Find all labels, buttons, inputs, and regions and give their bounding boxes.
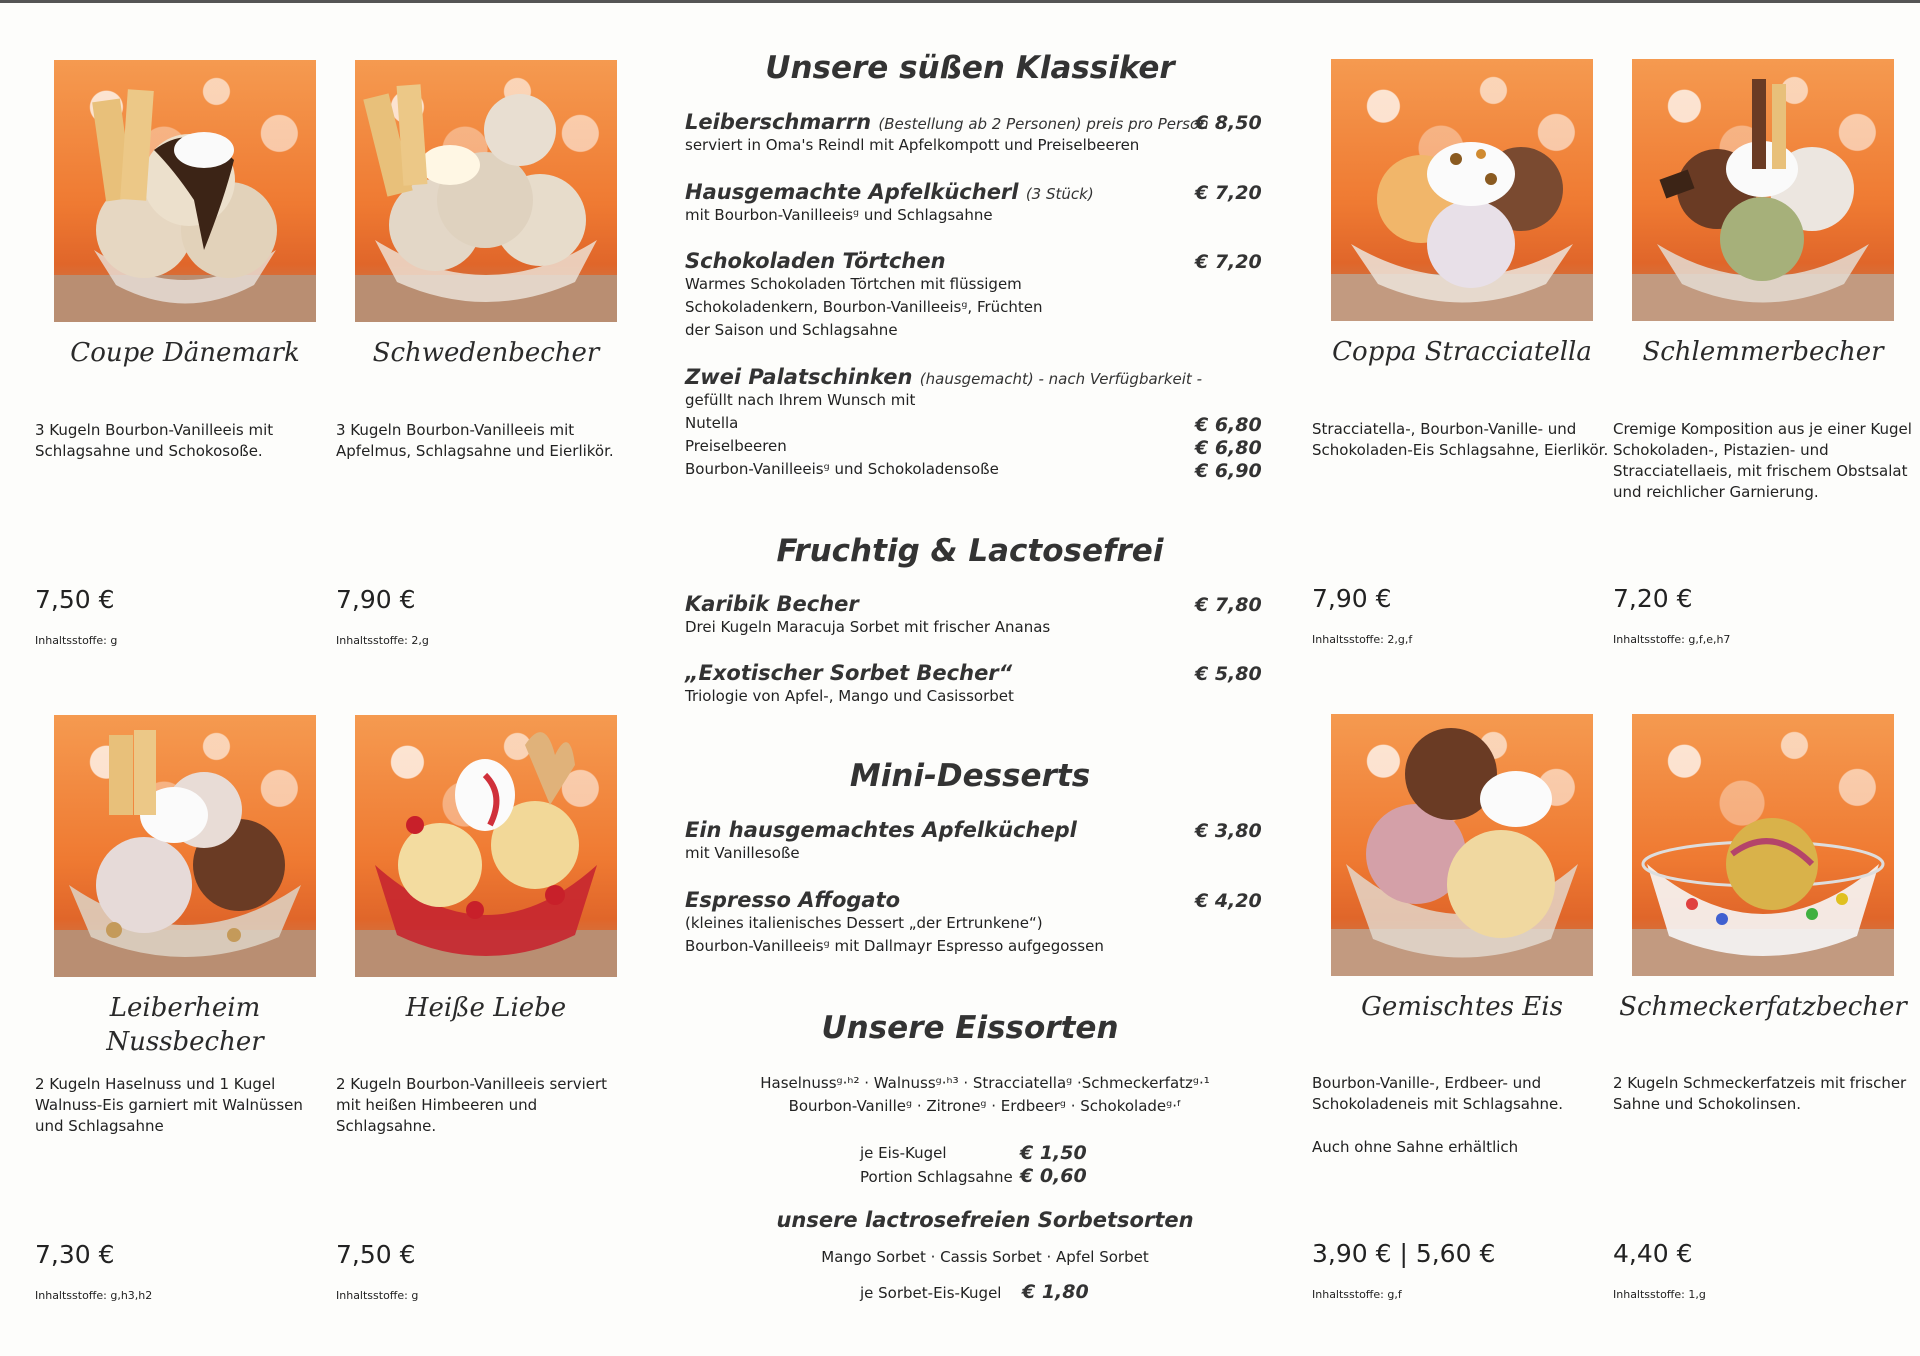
card-ingredients: Inhaltsstoffe: 2,g,f	[1312, 633, 1413, 646]
item-leiberschmarrn[interactable]	[685, 110, 1265, 157]
flavors-line: Haselnussᵍ·ʰ² · Walnussᵍ·ʰ³ · Stracciatellaᵍ ·Schmeckerfatzᵍ·¹	[760, 1074, 1210, 1092]
heading-klassiker: Unsere süßen Klassiker	[765, 50, 1175, 86]
option-price: € 6,80	[1195, 414, 1262, 436]
card-desc: 2 Kugeln Schmeckerfatzeis mit frischer Sahne und Schokolinsen.	[1613, 1074, 1907, 1113]
schmeckerfatzbecher-photo	[1632, 714, 1894, 976]
price-row-value: € 1,80	[1022, 1281, 1089, 1303]
card-coupe-daenemark[interactable]	[35, 60, 335, 370]
item-price: € 3,80	[1195, 820, 1262, 842]
card-name: Schmeckerfatzbecher	[1619, 992, 1907, 1022]
item-price: € 7,20	[1195, 251, 1262, 273]
item-desc: gefüllt nach Ihrem Wunsch mit	[685, 391, 916, 409]
item-title: Schokoladen Törtchen	[685, 249, 946, 273]
card-price: 4,40 €	[1613, 1239, 1693, 1268]
card-price: 7,20 €	[1613, 584, 1693, 613]
item-apfelkuecherl[interactable]	[685, 180, 1265, 227]
card-desc: 3 Kugeln Bourbon-Vanilleeis mit Apfelmus, Schlagsahne und Eierlikör.	[336, 421, 614, 460]
card-ingredients: Inhaltsstoffe: 1,g	[1613, 1288, 1706, 1301]
card-price: 7,30 €	[35, 1240, 115, 1269]
card-gemischtes-eis[interactable]	[1312, 714, 1612, 1024]
card-desc: 3 Kugeln Bourbon-Vanilleeis mit Schlagsahne und Schokosoße.	[35, 421, 274, 460]
heading-eissorten: Unsere Eissorten	[821, 1010, 1119, 1046]
card-desc: Bourbon-Vanille-, Erdbeer- und Schokoladeneis mit Schlagsahne.	[1312, 1074, 1563, 1113]
item-mini-apfelkuecherl[interactable]	[685, 818, 1265, 865]
item-price: € 7,80	[1195, 594, 1262, 616]
item-title: Leiberschmarrn	[685, 110, 872, 134]
item-desc: mit Bourbon-Vanilleeisᵍ und Schlagsahne	[685, 206, 993, 224]
item-note: (Bestellung ab 2 Personen) preis pro Person	[878, 115, 1209, 133]
item-note: (hausgemacht) - nach Verfügbarkeit -	[919, 370, 1202, 388]
card-leiberheim-nussbecher[interactable]	[35, 715, 335, 1059]
price-row-label: je Sorbet-Eis-Kugel	[860, 1284, 1002, 1302]
gemischtes-eis-photo	[1331, 714, 1593, 976]
flavors-line: Bourbon-Vanilleᵍ · Zitroneᵍ · Erdbeerᵍ · Schokoladeᵍ·ᶠ	[788, 1097, 1182, 1115]
option-price: € 6,90	[1195, 460, 1262, 482]
leiberheim-nussbecher-photo	[54, 715, 316, 977]
item-palatschinken[interactable]	[685, 365, 1265, 481]
item-espresso-affogato[interactable]	[685, 888, 1265, 958]
item-note: (3 Stück)	[1025, 185, 1094, 203]
card-ingredients: Inhaltsstoffe: g,f	[1312, 1288, 1402, 1301]
option-label: Preiselbeeren	[685, 437, 787, 455]
coppa-stracciatella-photo	[1331, 59, 1593, 321]
card-ingredients: Inhaltsstoffe: g	[35, 634, 118, 647]
option-label: Bourbon-Vanilleeisᵍ und Schokoladensoße	[685, 460, 999, 478]
item-title: Zwei Palatschinken	[685, 365, 913, 389]
item-title: Ein hausgemachtes Apfelküchерl	[685, 818, 1077, 842]
card-ingredients: Inhaltsstoffe: g,f,e,h7	[1613, 633, 1731, 646]
card-ingredients: Inhaltsstoffe: 2,g	[336, 634, 429, 647]
card-schwedenbecher[interactable]	[336, 60, 636, 370]
card-name: Schlemmerbecher	[1642, 337, 1884, 367]
card-schlemmerbecher[interactable]	[1613, 59, 1913, 369]
price-row-label: je Eis-Kugel	[860, 1144, 947, 1162]
card-desc: 2 Kugeln Haselnuss und 1 Kugel Walnuss-Eis garniert mit Walnüssen und Schlagsahne	[35, 1075, 303, 1135]
item-price: € 4,20	[1195, 890, 1262, 912]
item-price: € 7,20	[1195, 182, 1262, 204]
item-schokoladen-toertchen[interactable]	[685, 249, 1265, 342]
heisse-liebe-photo	[355, 715, 617, 977]
heading-fruchtig: Fruchtig & Lactosefrei	[776, 533, 1164, 569]
item-desc-line: Bourbon-Vanilleeisᵍ mit Dallmayr Espresso aufgegossen	[685, 937, 1104, 955]
item-price: € 5,80	[1195, 663, 1262, 685]
item-desc-line: der Saison und Schlagsahne	[685, 321, 898, 339]
card-name: Coppa Stracciatella	[1332, 337, 1592, 367]
card-schmeckerfatzbecher[interactable]	[1613, 714, 1913, 1024]
card-desc: Cremige Komposition aus je einer Kugel Schokoladen-, Pistazien- und Stracciatellaeis, mit frischem Obstsalat und reichlicher Garnierung.	[1613, 420, 1912, 501]
item-desc: mit Vanillesoße	[685, 844, 800, 862]
price-row-label: Portion Schlagsahne	[860, 1168, 1013, 1186]
price-row-value: € 1,50	[1020, 1142, 1087, 1164]
item-desc-line: (kleines italienisches Dessert „der Ertrunkene“)	[685, 914, 1043, 932]
card-ingredients: Inhaltsstoffe: g,h3,h2	[35, 1289, 153, 1302]
card-name: Gemischtes Eis	[1361, 992, 1563, 1022]
schwedenbecher-photo	[355, 60, 617, 322]
heading-mini-desserts: Mini-Desserts	[849, 758, 1091, 794]
sorbet-line: Mango Sorbet · Cassis Sorbet · Apfel Sorbet	[821, 1248, 1149, 1266]
item-title: Espresso Affogato	[685, 888, 901, 912]
card-coppa-stracciatella[interactable]	[1312, 59, 1612, 369]
card-heisse-liebe[interactable]	[336, 715, 636, 1025]
item-karibik-becher[interactable]	[685, 592, 1265, 639]
coupe-daenemark-photo	[54, 60, 316, 322]
card-name: Leiberheim Nussbecher	[106, 993, 264, 1057]
item-desc: Drei Kugeln Maracuja Sorbet mit frischer Ananas	[685, 618, 1051, 636]
card-price: 7,50 €	[35, 585, 115, 614]
card-name: Coupe Dänemark	[70, 338, 300, 368]
option-price: € 6,80	[1195, 437, 1262, 459]
card-price: 3,90 € | 5,60 €	[1312, 1239, 1496, 1268]
price-row-value: € 0,60	[1020, 1165, 1087, 1187]
item-desc: Triologie von Apfel-, Mango und Casissorbet	[685, 687, 1014, 705]
item-price: € 8,50	[1195, 112, 1262, 134]
item-exotischer-sorbet-becher[interactable]	[685, 661, 1265, 708]
schlemmerbecher-photo	[1632, 59, 1894, 321]
top-border	[0, 0, 1920, 3]
card-desc: Stracciatella-, Bourbon-Vanille- und Schokoladen-Eis Schlagsahne, Eierlikör.	[1312, 420, 1609, 459]
item-desc: serviert in Oma's Reindl mit Apfelkompott und Preiselbeeren	[685, 136, 1140, 154]
item-desc-line: Warmes Schokoladen Törtchen mit flüssigem	[685, 275, 1022, 293]
card-price: 7,90 €	[336, 585, 416, 614]
item-title: „Exotischer Sorbet Becher“	[685, 661, 1013, 685]
item-desc-line: Schokoladenkern, Bourbon-Vanilleeisᵍ, Früchten	[685, 298, 1043, 316]
heading-sorbet: unsere lactrosefreien Sorbetsorten	[776, 1208, 1194, 1232]
option-label: Nutella	[685, 414, 739, 432]
item-title: Karibik Becher	[685, 592, 859, 616]
card-desc-note: Auch ohne Sahne erhältlich	[1312, 1138, 1519, 1156]
card-ingredients: Inhaltsstoffe: g	[336, 1289, 419, 1302]
card-name: Schwedenbecher	[372, 338, 600, 368]
card-price: 7,50 €	[336, 1240, 416, 1269]
card-name: Heiße Liebe	[405, 993, 567, 1023]
card-price: 7,90 €	[1312, 584, 1392, 613]
item-title: Hausgemachte Apfelkücherl	[685, 180, 1019, 204]
card-desc: 2 Kugeln Bourbon-Vanilleeis serviert mit heißen Himbeeren und Schlagsahne.	[336, 1075, 608, 1135]
